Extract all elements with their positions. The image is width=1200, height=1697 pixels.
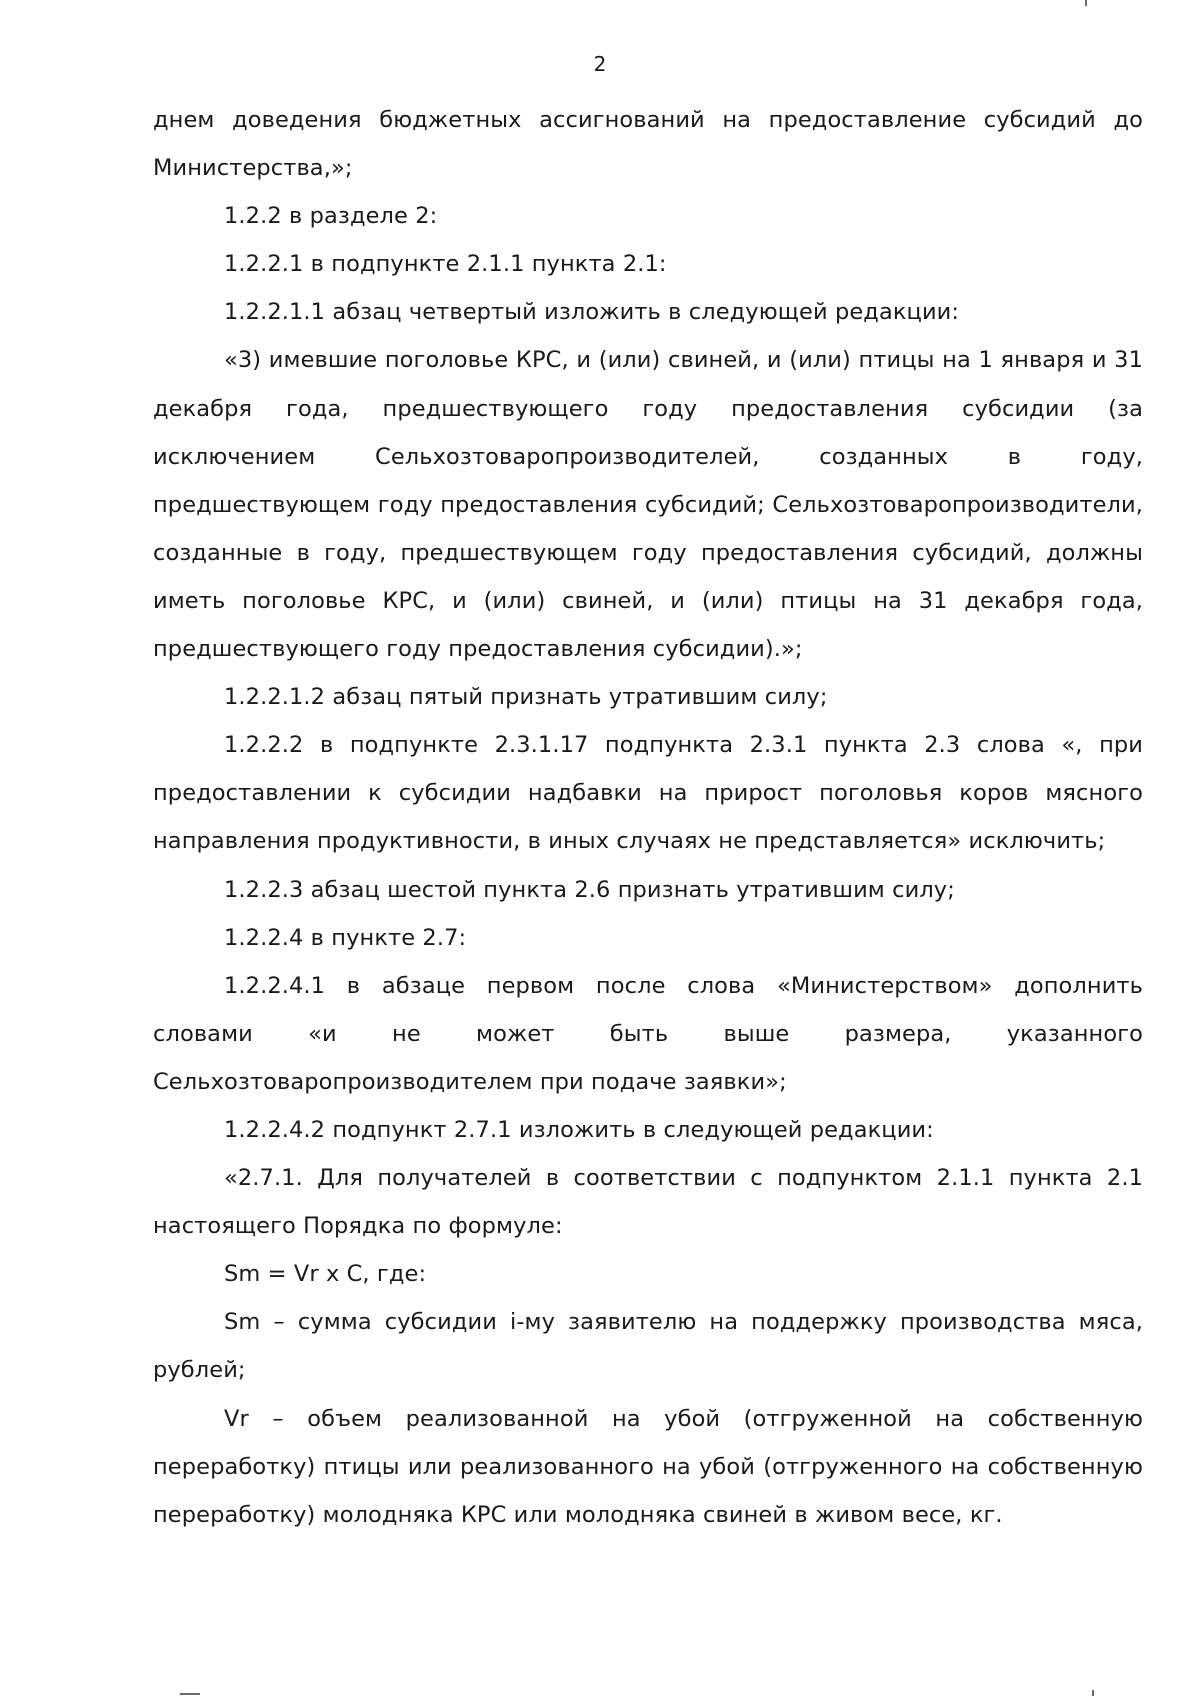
paragraph-1-2-2-1-1: 1.2.2.1.1 абзац четвертый изложить в следующей редакции:: [224, 299, 960, 326]
paragraph-quoted-item-3: «3) имевшие поголовье КРС, и (или) свиней, и (или) птицы на 1 января и 31 декабря года, предшествующего году предоставления субсидии (за исключением Сельхозтоваропроизводителей, созданных в году, предшествующем году предоставления субсидий; Сельхозтоваропроизводители, созданные в году, предшествующем году предоставления субсидий, должны иметь поголовье КРС, и (или) свиней, и (или) птицы на 31 декабря года, предшествующего году предоставления субсидии).»;: [153, 347, 1143, 663]
page-number: 2: [593, 52, 607, 76]
scan-artifact-bottom: [180, 1693, 200, 1695]
paragraph-continuation: днем доведения бюджетных ассигнований на предоставление субсидий до Министерства,»;: [153, 107, 1143, 182]
paragraph-section-1-2-2: 1.2.2 в разделе 2:: [224, 203, 438, 230]
document-body: [153, 96, 1143, 1539]
paragraph-1-2-2-1-2: 1.2.2.1.2 абзац пятый признать утратившим силу;: [224, 684, 828, 711]
paragraph-1-2-2-4: 1.2.2.4 в пункте 2.7:: [224, 924, 467, 951]
paragraph-1-2-2-3: 1.2.2.3 абзац шестой пункта 2.6 признать утратившим силу;: [224, 876, 955, 903]
formula-line: Sm = Vr x C, где:: [224, 1261, 427, 1288]
paragraph-1-2-2-1: 1.2.2.1 в подпункте 2.1.1 пункта 2.1:: [224, 251, 667, 278]
formula-definition-sm: Sm – сумма субсидии i-му заявителю на поддержку производства мяса, рублей;: [153, 1309, 1143, 1384]
paragraph-1-2-2-4-2: 1.2.2.4.2 подпункт 2.7.1 изложить в следующей редакции:: [224, 1116, 934, 1143]
scan-artifact-bottom-right: [1092, 1690, 1094, 1696]
scan-artifact-top: [1085, 0, 1087, 6]
paragraph-2-7-1: «2.7.1. Для получателей в соответствии с подпунктом 2.1.1 пункта 2.1 настоящего Порядка по формуле:: [153, 1165, 1143, 1240]
paragraph-1-2-2-4-1: 1.2.2.4.1 в абзаце первом после слова «Министерством» дополнить словами «и не может быть выше размера, указанного Сельхозтоваропроизводителем при подаче заявки»;: [153, 972, 1143, 1095]
paragraph-1-2-2-2: 1.2.2.2 в подпункте 2.3.1.17 подпункта 2.3.1 пункта 2.3 слова «, при предоставлении к субсидии надбавки на прирост поголовья коров мясного направления продуктивности, в иных случаях не представляется» исключить;: [153, 732, 1143, 855]
formula-definition-vr: Vr – объем реализованной на убой (отгруженной на собственную переработку) птицы или реализованного на убой (отгруженного на собственную переработку) молодняка КРС или молодняка свиней в живом весе, кг.: [153, 1405, 1143, 1528]
